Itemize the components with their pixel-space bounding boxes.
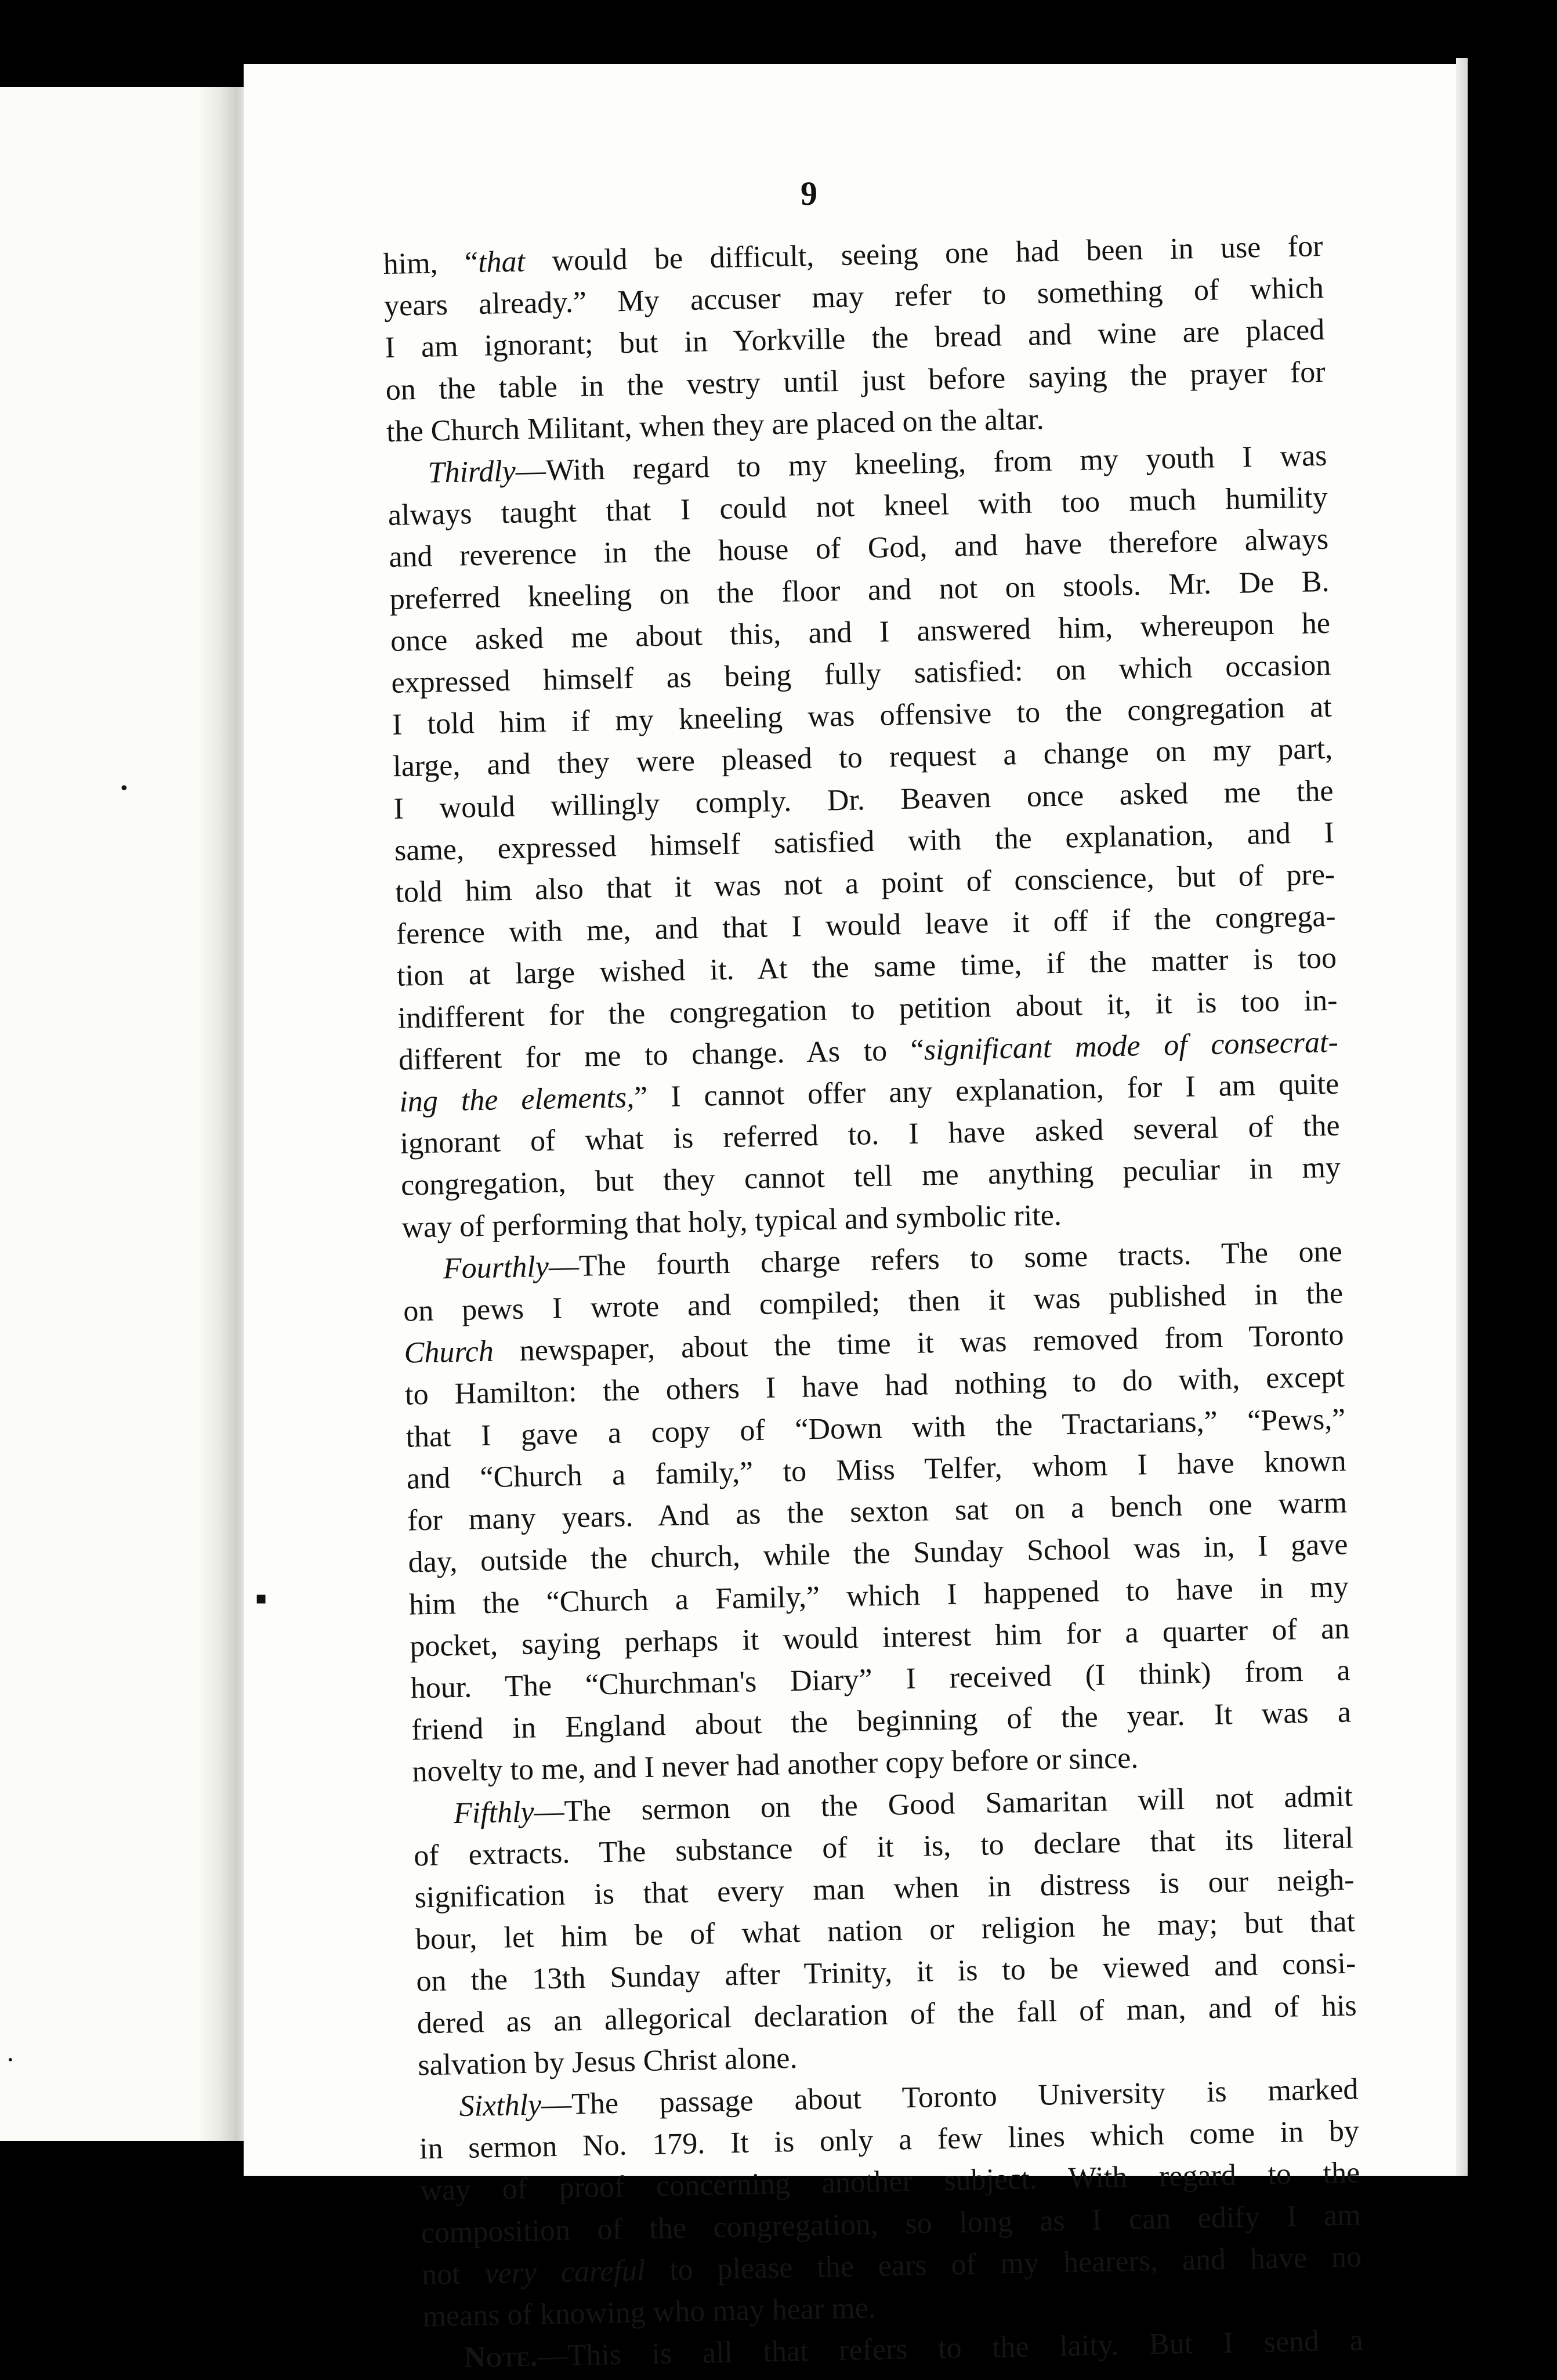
text-run: on pews I wrote and compiled; then it was published in the (403, 1276, 1344, 1328)
text-run: tion at large wished it. At the same time, if the matter is too (396, 942, 1337, 993)
text-run: way of proof concerning another subject. With regard to the (419, 2156, 1360, 2208)
body-text (383, 226, 1363, 2380)
italic-run: Church (404, 1334, 494, 1370)
small-caps-run: Note. (464, 2339, 538, 2375)
text-run: —This is all that refers to the laity. But I send a (537, 2324, 1364, 2373)
italic-run: Thirdly (428, 454, 516, 490)
text-run: friend in England about the beginning of the year. It was a (411, 1695, 1352, 1747)
ink-speck: • (119, 779, 129, 799)
page-edge (1456, 58, 1468, 2176)
text-run: same, expressed himself satisfied with the explanation, and I (394, 816, 1335, 867)
text-run: congregation, but they cannot tell me anything peculiar in my (400, 1151, 1341, 1203)
ink-speck: ▪ (255, 1588, 267, 1608)
text-run: novelty to me, and I never had another copy before or since. (412, 1741, 1139, 1789)
text-run: I told him if my kneeling was offensive to the congregation at (392, 690, 1332, 742)
text-run: always taught that I could not kneel with too much humility (388, 481, 1328, 533)
text-run: —The passage about Toronto University is marked (541, 2072, 1359, 2122)
text-run: for many years. And as the sexton sat on a bench one warm (407, 1486, 1348, 1538)
italic-run: very careful (484, 2254, 646, 2291)
text-run: and “Church a family,” to Miss Telfer, whom I have known (406, 1444, 1347, 1496)
page-number: 9 (801, 175, 817, 212)
text-run: on the table in the vestry until just before saying the prayer for (385, 355, 1326, 407)
text-run: hour. The “Churchman's Diary” I received (I think) from a (410, 1654, 1351, 1705)
text-run: that I gave a copy of “Down with the Tractarians,” “Pews,” (405, 1402, 1346, 1454)
text-run: to Hamilton: the others I have had nothing to do with, except (404, 1361, 1345, 1412)
text-run: years already.” My accuser may refer to something of which (383, 272, 1324, 323)
text-run: newspaper, about the time it was removed from Toronto (493, 1318, 1344, 1368)
text-run: not (421, 2257, 486, 2292)
text-run: signification is that every man when in distress is our neigh- (414, 1863, 1355, 1915)
text-run: ” I cannot offer any explanation, for I am quite (633, 1067, 1339, 1115)
text-run: to please the ears of my hearers, and have no (644, 2240, 1362, 2287)
italic-run: that (477, 245, 526, 279)
text-run: would be difficult, seeing one had been in use for (524, 229, 1323, 278)
italic-run: Fourthly (443, 1250, 549, 1286)
text-run: him the “Church a Family,” which I happened to have in my (408, 1569, 1349, 1622)
binding-gutter (197, 87, 249, 2141)
text-run: —With regard to my kneeling, from my youth I was (515, 439, 1327, 488)
text-run: the Church Militant, when they are placed on the altar. (386, 402, 1045, 448)
text-run: told him also that it was not a point of conscience, but of pre- (394, 858, 1335, 909)
text-run: different for me to change. As to “ (398, 1033, 925, 1077)
text-run: ference with me, and that I would leave it off if the congrega- (396, 899, 1337, 952)
text-run: on the 13th Sunday after Trinity, it is to be viewed and consi- (415, 1947, 1356, 1998)
text-run: him, “ (383, 245, 479, 281)
text-run: in sermon No. 179. It is only a few lines which come in by (419, 2114, 1360, 2166)
italic-run: Fifthly (453, 1795, 535, 1830)
text-run: —The fourth charge refers to some tracts. The one (548, 1235, 1343, 1283)
italic-run: Sixthly (459, 2088, 542, 2123)
text-run: indifferent for the congregation to petition about it, it is too in- (397, 983, 1338, 1035)
italic-run: ing the elements, (399, 1081, 635, 1119)
text-run: day, outside the church, while the Sunday School was in, I gave (408, 1528, 1348, 1579)
text-run: once asked me about this, and I answered him, whereupon he (390, 606, 1331, 658)
text-run: I am ignorant; but in Yorkville the bread and wine are placed (384, 313, 1325, 365)
text-run: of extracts. The substance of it is, to declare that its literal (413, 1821, 1354, 1873)
text-run: salvation by Jesus Christ alone. (417, 2041, 798, 2082)
text-run: ignorant of what is referred to. I have asked several of the (400, 1109, 1341, 1160)
text-run: composition of the congregation, so long as I can edify I am (421, 2198, 1362, 2249)
text-run: dered as an allegorical declaration of the fall of man, and of his (417, 1988, 1357, 2040)
text-run: I would willingly comply. Dr. Beaven once asked me the (393, 774, 1334, 826)
text-run: large, and they were pleased to request a change on my part, (392, 732, 1333, 784)
text-run: expressed himself as being fully satisfied: on which occasion (390, 648, 1331, 700)
ink-speck: • (7, 2053, 14, 2067)
text-run: —The sermon on the Good Samaritan will not admit (534, 1779, 1353, 1829)
text-run: way of performing that holy, typical and symbolic rite. (401, 1198, 1062, 1245)
text-run: bour, let him be of what nation or religion he may; but that (415, 1905, 1356, 1956)
text-run: pocket, saying perhaps it would interest him for a quarter of an (409, 1612, 1350, 1663)
text-run: and reverence in the house of God, and have therefore always (388, 523, 1329, 574)
italic-run: significant mode of consecrat- (924, 1025, 1339, 1067)
text-run: means of knowing who may hear me. (422, 2291, 877, 2334)
text-run: preferred kneeling on the floor and not on stools. Mr. De B. (389, 565, 1330, 616)
